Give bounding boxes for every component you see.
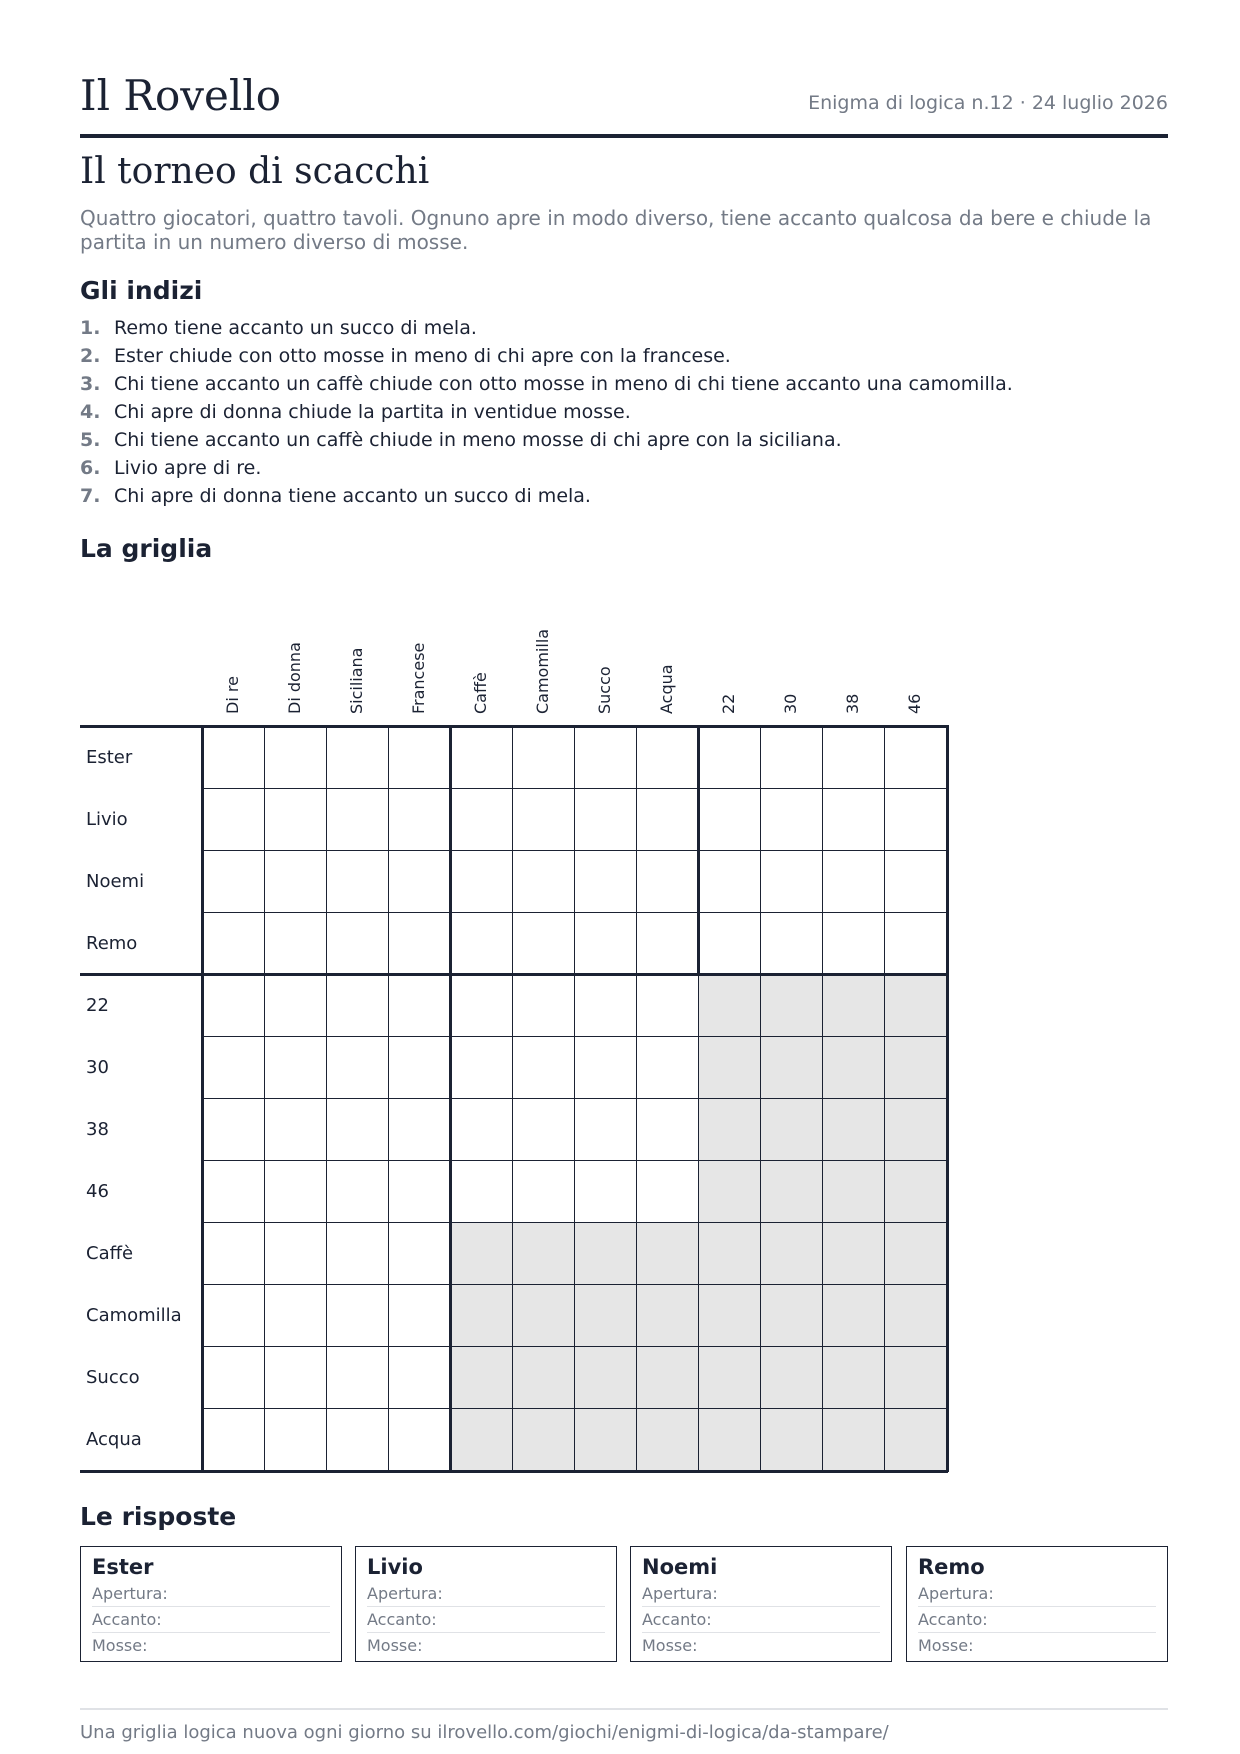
player-name: Livio	[367, 1555, 423, 1579]
grid-cell[interactable]	[265, 1099, 327, 1161]
row-label-livio: Livio	[86, 809, 128, 830]
grid-cell[interactable]	[265, 1161, 327, 1223]
grid-cell-blocked	[699, 1347, 761, 1409]
col-header-francese	[389, 570, 451, 722]
col-header-label: Di re	[223, 676, 242, 714]
grid-cell[interactable]	[389, 1285, 451, 1347]
grid-cell[interactable]	[885, 913, 947, 975]
row-label-22: 22	[86, 995, 109, 1016]
grid-cell[interactable]	[203, 913, 265, 975]
clue-number: 7.	[80, 485, 101, 507]
grid-cell[interactable]	[265, 1285, 327, 1347]
brand-title: Il Rovello	[80, 71, 282, 120]
grid-cell[interactable]	[327, 1223, 389, 1285]
clue-number: 5.	[80, 429, 101, 451]
grid-cell-blocked	[823, 1037, 885, 1099]
answer-card-ester	[80, 1546, 342, 1662]
col-header-label: 30	[781, 693, 800, 714]
grid-cell[interactable]	[203, 789, 265, 851]
opening-field[interactable]: Apertura:	[367, 1581, 605, 1607]
grid-cell[interactable]	[389, 1099, 451, 1161]
grid-cell-blocked	[637, 1409, 699, 1471]
row-label-noemi: Noemi	[86, 871, 145, 892]
answer-card-livio	[355, 1546, 617, 1662]
grid-cell[interactable]	[513, 1099, 575, 1161]
clue-number: 6.	[80, 457, 101, 479]
grid-cell-blocked	[451, 1409, 513, 1471]
grid-cell[interactable]	[637, 727, 699, 789]
grid-cell[interactable]	[327, 1099, 389, 1161]
opening-field[interactable]: Apertura:	[642, 1581, 880, 1607]
footer-note: Una griglia logica nuova ogni giorno su ilrovello.com/giochi/enigmi-di-logica/da-stampare/	[80, 1708, 1168, 1743]
grid-cell[interactable]	[203, 1223, 265, 1285]
grid-cell[interactable]	[203, 851, 265, 913]
player-name: Ester	[92, 1555, 154, 1579]
grid-cell-blocked	[699, 1409, 761, 1471]
grid-cell[interactable]	[761, 789, 823, 851]
answer-card-noemi	[630, 1546, 892, 1662]
grid-cell-blocked	[575, 1409, 637, 1471]
grid-cell[interactable]	[823, 727, 885, 789]
grid-cell[interactable]	[451, 1099, 513, 1161]
grid-cell[interactable]	[823, 913, 885, 975]
grid-cell[interactable]	[699, 851, 761, 913]
answer-card-remo	[906, 1546, 1168, 1662]
grid-cell[interactable]	[327, 913, 389, 975]
grid-cell[interactable]	[327, 727, 389, 789]
grid-cell-blocked	[575, 1347, 637, 1409]
grid-cell[interactable]	[451, 727, 513, 789]
grid-cell-blocked	[823, 975, 885, 1037]
opening-field[interactable]: Apertura:	[918, 1581, 1156, 1607]
clues-heading: Gli indizi	[80, 276, 203, 305]
grid-cell-blocked	[699, 1285, 761, 1347]
grid-cell[interactable]	[451, 789, 513, 851]
puzzle-intro: Quattro giocatori, quattro tavoli. Ognuno apre in modo diverso, tiene accanto qualcosa da bere e chiude la partita in un numero diverso di mosse.	[80, 206, 1152, 254]
clue-number: 1.	[80, 317, 101, 339]
clue-item	[80, 370, 1013, 398]
col-header-46	[885, 570, 947, 722]
grid-cell[interactable]	[885, 851, 947, 913]
clue-text: Ester chiude con otto mosse in meno di chi apre con la francese.	[114, 345, 731, 367]
clue-text: Chi tiene accanto un caffè chiude in meno mosse di chi apre con la siciliana.	[114, 429, 842, 451]
grid-cell-blocked	[699, 1161, 761, 1223]
clue-text: Chi tiene accanto un caffè chiude con otto mosse in meno di chi tiene accanto una camomilla.	[114, 373, 1013, 395]
grid-cell[interactable]	[203, 975, 265, 1037]
grid-cell-blocked	[513, 1347, 575, 1409]
grid-cell-blocked	[761, 1285, 823, 1347]
answers-heading: Le risposte	[80, 1502, 237, 1531]
row-label-38: 38	[86, 1119, 109, 1140]
grid-cell[interactable]	[575, 913, 637, 975]
col-header-22	[699, 570, 761, 722]
clue-number: 2.	[80, 345, 101, 367]
grid-cell[interactable]	[637, 851, 699, 913]
grid-cell-blocked	[823, 1409, 885, 1471]
player-name: Remo	[918, 1555, 985, 1579]
grid-cell-blocked	[699, 1223, 761, 1285]
grid-cell[interactable]	[327, 789, 389, 851]
beside-field[interactable]: Accanto:	[642, 1607, 880, 1633]
grid-cell[interactable]	[327, 1285, 389, 1347]
grid-cell[interactable]	[637, 789, 699, 851]
col-header-succo	[575, 570, 637, 722]
grid-cell[interactable]	[203, 1161, 265, 1223]
clue-item	[80, 426, 1013, 454]
row-label-caff: Caffè	[86, 1243, 134, 1264]
clue-item	[80, 482, 1013, 510]
grid-cell[interactable]	[389, 1037, 451, 1099]
opening-field[interactable]: Apertura:	[92, 1581, 330, 1607]
grid-cell-blocked	[761, 1099, 823, 1161]
grid-cell[interactable]	[327, 851, 389, 913]
grid-cell-blocked	[513, 1285, 575, 1347]
beside-field[interactable]: Accanto:	[92, 1607, 330, 1633]
grid-cell[interactable]	[265, 1223, 327, 1285]
grid-cell[interactable]	[637, 1099, 699, 1161]
logic-grid	[80, 570, 980, 1490]
col-header-label: Francese	[409, 642, 428, 714]
grid-cell[interactable]	[451, 975, 513, 1037]
grid-cell-blocked	[575, 1223, 637, 1285]
grid-cell-blocked	[451, 1223, 513, 1285]
clue-list	[80, 314, 1013, 510]
grid-cell[interactable]	[265, 1409, 327, 1471]
grid-cell-blocked	[761, 1347, 823, 1409]
col-header-label: Succo	[595, 666, 614, 714]
grid-cell[interactable]	[575, 1037, 637, 1099]
grid-cell[interactable]	[575, 975, 637, 1037]
grid-cell-blocked	[637, 1285, 699, 1347]
col-header-camomilla	[513, 570, 575, 722]
grid-cell-blocked	[451, 1347, 513, 1409]
col-header-label: Caffè	[471, 672, 490, 714]
grid-cell-blocked	[885, 1409, 947, 1471]
clue-text: Remo tiene accanto un succo di mela.	[114, 317, 477, 339]
grid-cell[interactable]	[203, 1347, 265, 1409]
grid-cell[interactable]	[203, 1037, 265, 1099]
grid-cell-blocked	[885, 1285, 947, 1347]
grid-cell[interactable]	[699, 727, 761, 789]
grid-cell[interactable]	[389, 1223, 451, 1285]
grid-cell[interactable]	[451, 1161, 513, 1223]
grid-cell[interactable]	[513, 789, 575, 851]
grid-cell[interactable]	[203, 1409, 265, 1471]
grid-cell[interactable]	[327, 1347, 389, 1409]
grid-cell[interactable]	[513, 727, 575, 789]
row-label-30: 30	[86, 1057, 109, 1078]
grid-cell[interactable]	[451, 851, 513, 913]
col-header-label: Di donna	[285, 642, 304, 714]
grid-cell-blocked	[699, 1099, 761, 1161]
grid-cell[interactable]	[265, 851, 327, 913]
grid-cell-blocked	[885, 1037, 947, 1099]
issue-info: Enigma di logica n.12 · 24 luglio 2026	[808, 92, 1168, 114]
player-name: Noemi	[642, 1555, 718, 1579]
grid-cell[interactable]	[699, 789, 761, 851]
clue-item	[80, 454, 1013, 482]
grid-cell[interactable]	[203, 1285, 265, 1347]
masthead	[80, 70, 1168, 138]
grid-cell[interactable]	[389, 975, 451, 1037]
grid-cell[interactable]	[761, 851, 823, 913]
grid-bottom-border	[80, 1470, 948, 1473]
grid-cell-blocked	[823, 1285, 885, 1347]
col-header-acqua	[637, 570, 699, 722]
grid-top-border	[80, 725, 948, 728]
grid-cell[interactable]	[203, 727, 265, 789]
grid-cell[interactable]	[451, 913, 513, 975]
grid-cell-blocked	[761, 1223, 823, 1285]
puzzle-title: Il torneo di scacchi	[80, 151, 430, 192]
grid-cell[interactable]	[575, 1099, 637, 1161]
row-label-ester: Ester	[86, 747, 133, 768]
grid-cell[interactable]	[637, 913, 699, 975]
grid-cell[interactable]	[265, 1347, 327, 1409]
col-header-label: 38	[843, 693, 862, 714]
grid-cell[interactable]	[389, 1347, 451, 1409]
grid-cell[interactable]	[513, 1037, 575, 1099]
grid-cell[interactable]	[637, 1161, 699, 1223]
col-header-siciliana	[327, 570, 389, 722]
col-header-30	[761, 570, 823, 722]
grid-cell[interactable]	[327, 1409, 389, 1471]
grid-cell[interactable]	[513, 851, 575, 913]
beside-field[interactable]: Accanto:	[367, 1607, 605, 1633]
row-label-camomilla: Camomilla	[86, 1305, 182, 1326]
grid-cell[interactable]	[327, 975, 389, 1037]
clue-item	[80, 314, 1013, 342]
grid-cell[interactable]	[885, 727, 947, 789]
grid-cell-blocked	[637, 1223, 699, 1285]
grid-cell[interactable]	[389, 1161, 451, 1223]
col-header-38	[823, 570, 885, 722]
grid-cell[interactable]	[575, 789, 637, 851]
grid-cell-blocked	[823, 1223, 885, 1285]
clue-item	[80, 398, 1013, 426]
col-header-label: Camomilla	[533, 628, 552, 714]
grid-cell[interactable]	[265, 913, 327, 975]
clue-number: 4.	[80, 401, 101, 423]
grid-cell-blocked	[885, 1223, 947, 1285]
grid-cell-blocked	[823, 1099, 885, 1161]
grid-cell-blocked	[823, 1161, 885, 1223]
grid-cell[interactable]	[389, 913, 451, 975]
grid-cell[interactable]	[265, 789, 327, 851]
grid-cell[interactable]	[513, 1161, 575, 1223]
grid-cell[interactable]	[823, 789, 885, 851]
grid-cell[interactable]	[389, 727, 451, 789]
grid-cell-blocked	[451, 1285, 513, 1347]
row-label-acqua: Acqua	[86, 1429, 142, 1450]
beside-field[interactable]: Accanto:	[918, 1607, 1156, 1633]
grid-cell[interactable]	[327, 1037, 389, 1099]
clue-number: 3.	[80, 373, 101, 395]
col-header-di-re	[203, 570, 265, 722]
col-header-di-donna	[265, 570, 327, 722]
grid-cell[interactable]	[265, 727, 327, 789]
moves-field[interactable]: Mosse:	[367, 1636, 423, 1655]
col-header-label: 46	[905, 693, 924, 714]
grid-cell-blocked	[885, 1347, 947, 1409]
grid-cell-blocked	[823, 1347, 885, 1409]
grid-cell-blocked	[761, 975, 823, 1037]
grid-cell-blocked	[761, 1409, 823, 1471]
grid-right-border	[946, 725, 949, 1472]
grid-cell[interactable]	[389, 851, 451, 913]
clue-text: Chi apre di donna chiude la partita in ventidue mosse.	[114, 401, 631, 423]
clue-text: Chi apre di donna tiene accanto un succo di mela.	[114, 485, 591, 507]
grid-cell[interactable]	[885, 789, 947, 851]
row-label-remo: Remo	[86, 933, 138, 954]
answer-cards	[80, 1546, 1168, 1664]
grid-cell[interactable]	[327, 1161, 389, 1223]
clue-item	[80, 342, 1013, 370]
grid-cell[interactable]	[823, 851, 885, 913]
grid-cell[interactable]	[451, 1037, 513, 1099]
grid-cell[interactable]	[761, 913, 823, 975]
grid-cell-blocked	[885, 1161, 947, 1223]
grid-cell[interactable]	[203, 1099, 265, 1161]
grid-cell-blocked	[699, 975, 761, 1037]
col-header-label: 22	[719, 693, 738, 714]
clue-text: Livio apre di re.	[114, 457, 262, 479]
grid-cell[interactable]	[513, 913, 575, 975]
row-label-46: 46	[86, 1181, 109, 1202]
moves-field[interactable]: Mosse:	[642, 1636, 698, 1655]
grid-cell[interactable]	[265, 1037, 327, 1099]
grid-left-border	[201, 725, 204, 1472]
grid-cell-blocked	[513, 1223, 575, 1285]
col-header-caff	[451, 570, 513, 722]
moves-field[interactable]: Mosse:	[92, 1636, 148, 1655]
grid-cell[interactable]	[575, 851, 637, 913]
grid-cell-blocked	[699, 1037, 761, 1099]
grid-cell[interactable]	[575, 1161, 637, 1223]
grid-cell-blocked	[761, 1161, 823, 1223]
block-divider	[449, 727, 452, 1471]
grid-cell-blocked	[885, 1099, 947, 1161]
row-label-succo: Succo	[86, 1367, 140, 1388]
grid-cell[interactable]	[265, 975, 327, 1037]
grid-cell-blocked	[513, 1409, 575, 1471]
grid-cell-blocked	[761, 1037, 823, 1099]
grid-cell[interactable]	[389, 1409, 451, 1471]
grid-cell[interactable]	[389, 789, 451, 851]
grid-cell-blocked	[575, 1285, 637, 1347]
grid-cell[interactable]	[513, 975, 575, 1037]
grid-cell[interactable]	[761, 727, 823, 789]
moves-field[interactable]: Mosse:	[918, 1636, 974, 1655]
col-header-label: Acqua	[657, 664, 676, 714]
grid-cell[interactable]	[575, 727, 637, 789]
grid-heading: La griglia	[80, 534, 213, 563]
grid-cell[interactable]	[637, 975, 699, 1037]
grid-cell-blocked	[885, 975, 947, 1037]
grid-cell[interactable]	[637, 1037, 699, 1099]
col-header-label: Siciliana	[347, 647, 366, 714]
block-divider	[697, 727, 700, 975]
grid-cell[interactable]	[699, 913, 761, 975]
grid-cell-blocked	[637, 1347, 699, 1409]
block-divider	[80, 973, 947, 976]
